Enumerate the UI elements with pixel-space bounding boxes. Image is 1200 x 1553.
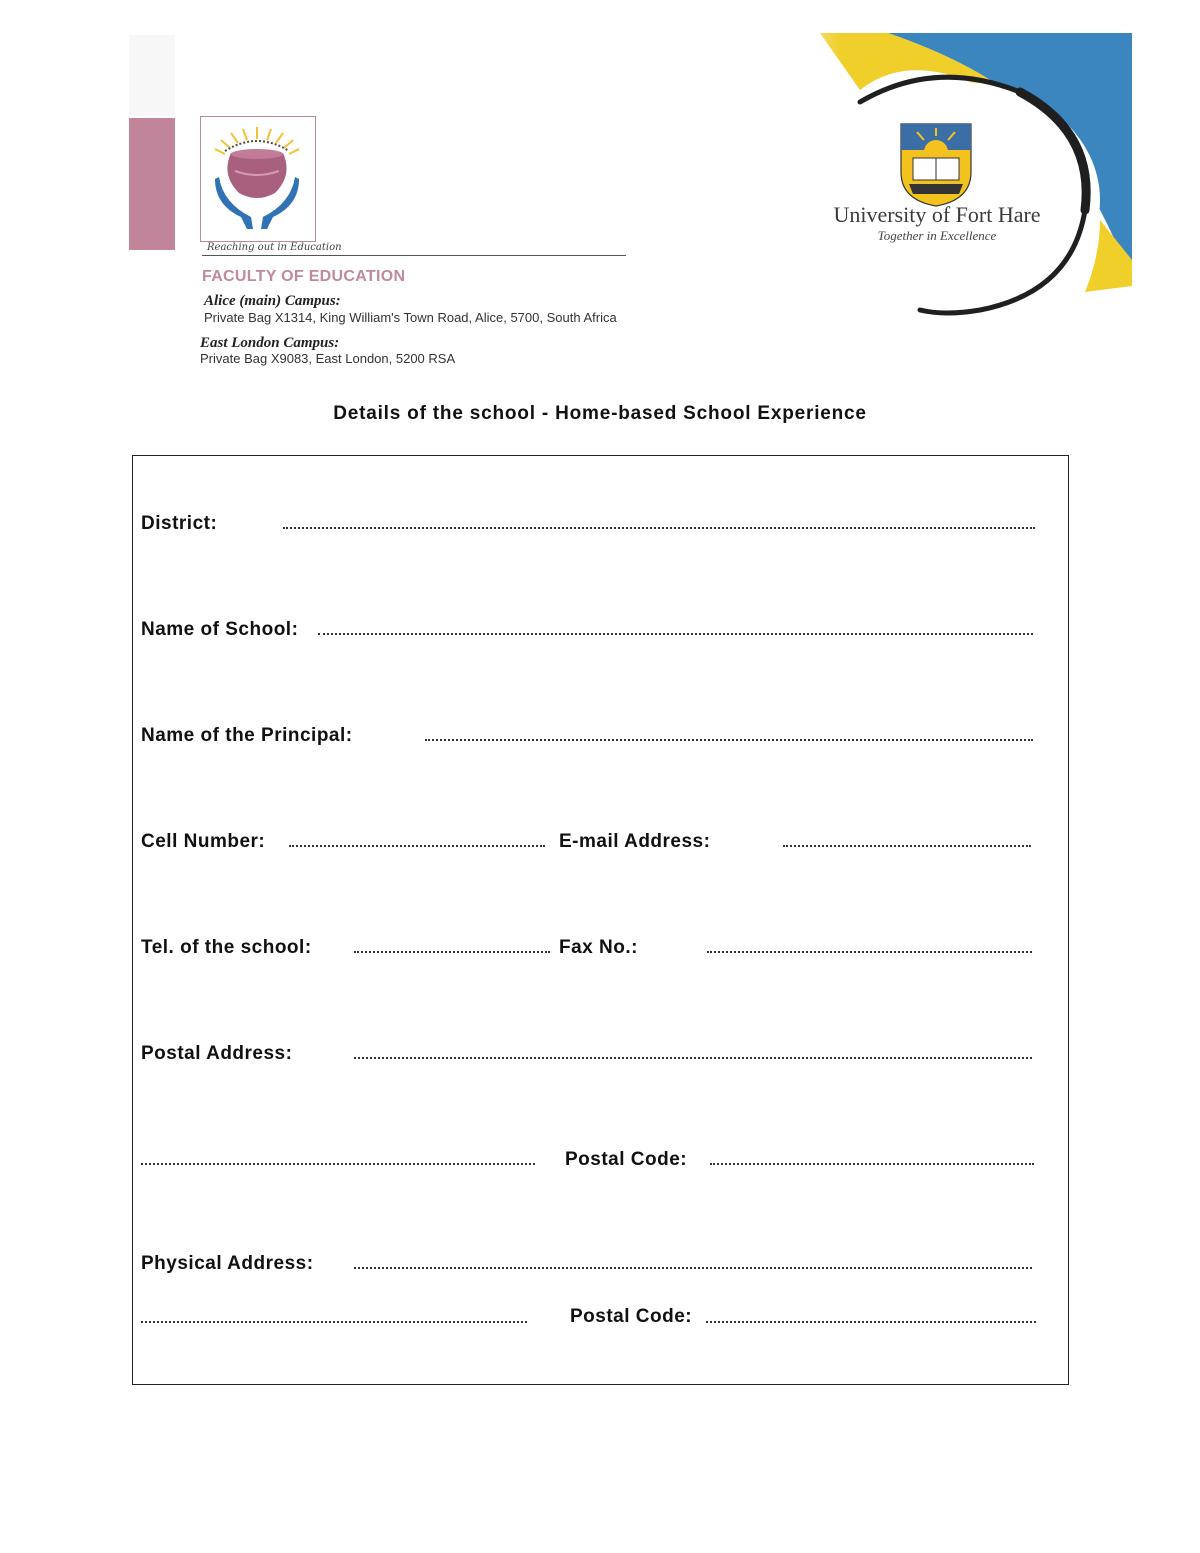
email-label: E-mail Address:: [559, 831, 711, 852]
university-name: University of Fort Hare: [833, 202, 1041, 227]
postal-address-field[interactable]: [354, 1057, 1032, 1059]
cell-number-field[interactable]: [289, 845, 545, 847]
school-tel-label: Tel. of the school:: [141, 937, 312, 958]
postal-address-line2-field[interactable]: [141, 1163, 535, 1165]
campus-address-alice: Private Bag X1314, King William's Town Road, Alice, 5700, South Africa: [204, 310, 617, 325]
cell-number-label: Cell Number:: [141, 831, 266, 852]
postal-code-label: Postal Code:: [565, 1149, 688, 1170]
logo-tagline: Reaching out in Education: [207, 242, 342, 253]
fax-field[interactable]: [707, 951, 1032, 953]
faculty-title: FACULTY OF EDUCATION: [202, 268, 406, 285]
fax-label: Fax No.:: [559, 937, 638, 958]
school-name-field[interactable]: [318, 633, 1033, 635]
form-title: Details of the school - Home-based School Experience: [333, 403, 867, 424]
district-label: District:: [141, 513, 218, 534]
principal-label: Name of the Principal:: [141, 725, 353, 746]
postal-code-field[interactable]: [710, 1163, 1034, 1165]
brand-swoosh-icon: [760, 30, 1132, 330]
school-details-form: [132, 455, 1069, 1385]
principal-field[interactable]: [425, 739, 1033, 741]
faculty-logo: [200, 116, 316, 242]
campus-address-east-london: Private Bag X9083, East London, 5200 RSA: [200, 351, 456, 366]
physical-postal-code-field[interactable]: [706, 1321, 1036, 1323]
email-field[interactable]: [783, 845, 1031, 847]
physical-address-line2-field[interactable]: [141, 1321, 527, 1323]
school-tel-field[interactable]: [354, 951, 550, 953]
university-motto: Together in Excellence: [877, 228, 997, 243]
campus-name-east-london: East London Campus:: [200, 335, 340, 351]
physical-address-field[interactable]: [354, 1267, 1032, 1269]
header-accent-bar-light: [129, 35, 175, 115]
physical-address-label: Physical Address:: [141, 1253, 314, 1274]
header-accent-bar: [129, 118, 175, 250]
district-field[interactable]: [283, 527, 1035, 529]
pot-and-hands-icon: [201, 117, 314, 240]
campus-name-alice: Alice (main) Campus:: [204, 293, 341, 309]
university-brand-graphic: [760, 30, 1132, 330]
physical-postal-code-label: Postal Code:: [570, 1306, 693, 1327]
header-divider: [202, 255, 626, 256]
school-name-label: Name of School:: [141, 619, 299, 640]
postal-address-label: Postal Address:: [141, 1043, 293, 1064]
